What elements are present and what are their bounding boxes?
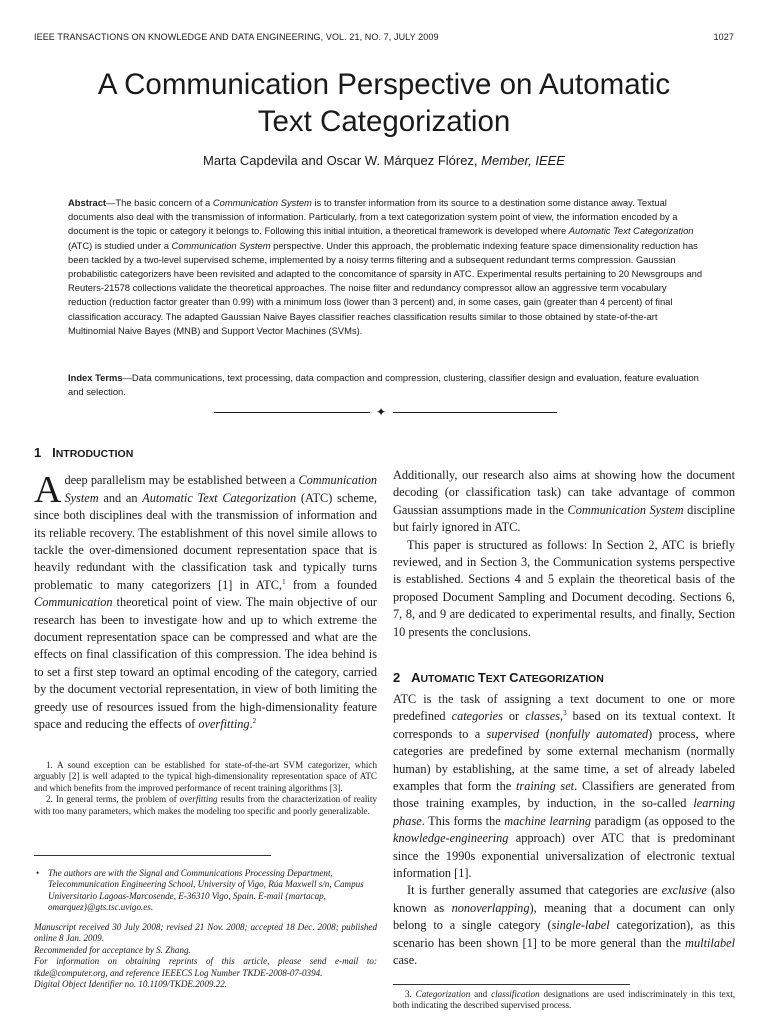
footnote-italic: Categorization [415, 989, 471, 999]
author-membership: Member, IEEE [481, 153, 565, 168]
section-number: 2 [393, 670, 401, 685]
index-terms-text: —Data communications, text processing, data compaction and compression, clustering, classifier design and evaluation, feature evaluation and selection. [68, 372, 699, 398]
footnote-3-text [393, 989, 735, 1012]
section-rest: EXT [485, 673, 510, 685]
body-text: , [560, 709, 564, 724]
divider-right [393, 412, 557, 413]
section-rest: NTRODUCTION [55, 448, 134, 460]
body-text: discipline but fairly ignored in ATC. [393, 502, 735, 535]
body-text: deep parallelism may be established between a [64, 473, 299, 488]
footnote-italic: overfitting [179, 794, 218, 805]
right-column [393, 467, 735, 641]
section-cap: T [477, 670, 486, 685]
body-italic: nonfully automated [549, 726, 649, 741]
body-text: ( [539, 726, 550, 741]
abstract-italic: Communication System [212, 197, 312, 208]
body-italic: nonoverlapping [451, 900, 530, 915]
drop-cap: A [34, 469, 62, 512]
body-text: . [249, 717, 253, 732]
footnote-text: designations are used indiscriminately in this text, both indicating the described supervised process. [393, 989, 735, 1011]
body-text: and an [98, 490, 143, 505]
abstract [68, 196, 706, 338]
abstract-italic: Automatic Text Categorization [568, 225, 694, 237]
paper-title [30, 66, 738, 140]
manuscript-recommended: Recommended for acceptance by S. Zhang. [34, 944, 191, 955]
abstract-text: (ATC) is studied under a [68, 239, 172, 251]
abstract-label: Abstract [68, 197, 107, 208]
body-text: from a founded [285, 577, 377, 592]
footnote-text: and [470, 989, 492, 999]
body-italic: multilabel [685, 935, 735, 950]
body-italic: overfitting [198, 717, 250, 732]
divider-diamond-icon: ✦ [376, 405, 387, 419]
atc-paragraph [393, 691, 735, 882]
intro-paragraph [34, 469, 377, 733]
body-italic: training set [516, 779, 575, 794]
body-text: approach) over ATC that is predominant since the 1990s exponential universalization of electronic textual information [1]. [393, 831, 735, 881]
footnote-ref: 1 [282, 577, 286, 586]
body-italic: machine learning [504, 813, 592, 828]
footnote-ref: 2 [252, 717, 257, 725]
footnote-3 [393, 989, 735, 1012]
manuscript-reprints: For information on obtaining reprints of this article, please send e-mail to: tkde@computer.org, and reference IEEECS Log Number TKDE-2008-07-0394. [34, 956, 377, 978]
footnote-1: 1. A sound exception can be established for state-of-the-art SVM categorizer, which arguably [2] is well adapted to the typical high-dimensionality representation space of ATC and which benefits from the improved performance of recent training algorithms [3]. [34, 760, 377, 793]
footnote-text: 2. In general terms, the problem of [46, 794, 180, 805]
abstract-text: —The basic concern of a [106, 197, 213, 208]
journal-header: IEEE TRANSACTIONS ON KNOWLEDGE AND DATA ENGINEERING, VOL. 21, NO. 7, JULY 2009 [34, 32, 439, 42]
body-text: or [502, 709, 526, 724]
abstract-italic: Communication System [171, 239, 271, 251]
page-number: 1027 [713, 32, 734, 42]
footnote-rule [34, 855, 271, 856]
body-text: (ATC) scheme, since both disciplines deal with the transmission of information and its reliable recovery. The establishment of this novel simile allows to tackle the over-dimensioned document representation space that is heavily redundant with the classification task and typically turns problematic to many categorizers [1] in ATC, [34, 490, 377, 592]
left-column [34, 444, 377, 734]
section-rest: ATEGORIZATION [518, 673, 604, 685]
body-text: . This forms the [421, 813, 505, 828]
body-text: categorization), as this scenario has been shown [1] to be more general than the [393, 918, 736, 950]
manuscript-doi: Digital Object Identifier no. 10.1109/TKDE.2009.22. [34, 979, 228, 990]
index-terms-label: Index Terms [68, 372, 123, 383]
body-italic: learning phase [393, 796, 735, 828]
manuscript-info [34, 922, 377, 990]
body-italic: Communication System [64, 473, 377, 505]
body-text: theoretical point of view. The main objective of our research has been to investigate how and up to which extreme the document representation space can be compressed and what are the effects on final classification of this compression. The idea behind is to set a first step toward an optimal encoding of the category, carried by the document vectorial representation, in view of both limiting the greedy use of resources issued from the high-dimensionality feature space and reducing the effects of [34, 595, 377, 732]
divider-left [214, 412, 370, 413]
body-text: . Classifiers are generated from those training examples, by induction, in the so-called [393, 779, 735, 811]
body-text: ATC is the task of assigning a text document to one or more predefined [393, 692, 735, 724]
exclusive-paragraph [393, 882, 735, 969]
affiliation-note [36, 868, 377, 914]
affiliation-text: The authors are with the Signal and Communications Processing Department, Telecommunication Engineering School, University of Vigo, Rúa Maxwell s/n, Campus Universitario Lagoas-Marcosende, E-36310 Vigo, Spain. E-mail {martacap, omarquez}@gts.tsc.uvigo.es. [48, 868, 364, 913]
section-1-heading [34, 444, 377, 463]
body-text: paradigm (as opposed to the [591, 813, 735, 828]
body-text: Additionally, our research also aims at showing how the document decoding (or classification task) can take advantage of common Gaussian assumptions made in the [393, 468, 735, 517]
footnote-text: results from the characterization of reality with too many parameters, which makes the modeling too specific and poorly generalizable. [34, 794, 377, 816]
body-text: based on its textual context. It corresponds to a [393, 709, 735, 741]
body-italic: Communication System [567, 502, 684, 517]
section-2-heading [393, 670, 604, 685]
abstract-text: perspective. Under this approach, the problematic indexing feature space dimensionality reduction has been tackled by a two-level supervised scheme, implemented by a noisy terms filtering and a subsequent redundant terms compression. Gaussian probabilistic categorizers have been revisited and adapted to the concomitance of sparsity in ATC. Experimental results pertaining to 20 Newsgroups and Reuters-21578 collections validate the theoretical approaches. The noise filter and redundancy compressor allow an aggressive term vocabulary reduction (reduction factor greater than 0.99) with a minimum loss (lower than 3 percent) and, in some cases, gain (greater than 4 percent) of final classification accuracy. The adapted Gaussian Naive Bayes classifier reaches classification results similar to those obtained by state-of-the-art Multinomial Naive Bayes (MNB) and Support Vector Machines (SVMs). [68, 239, 703, 336]
body-italic: knowledge-engineering [393, 831, 509, 846]
section-cap: I [52, 445, 56, 460]
footnote-rule-right [393, 984, 630, 985]
title-line-2: Text Categorization [257, 105, 511, 138]
body-italic: supervised [486, 726, 540, 741]
body-italic: Automatic Text Categorization [142, 490, 297, 505]
body-italic: Communication [34, 595, 113, 610]
body-italic: single-label [551, 918, 610, 933]
body-text: ) process, where categories are predefined by some external mechanism (normally human) by establishing, at the same time, a set of already labeled examples that form the [393, 726, 735, 794]
author-names: Marta Capdevila and Oscar W. Márquez Flórez, [203, 153, 482, 168]
section-number: 1 [34, 445, 42, 460]
body-text: case. [393, 953, 418, 968]
body-italic: exclusive [661, 883, 707, 898]
footnotes-left [34, 760, 377, 817]
authors [30, 153, 738, 168]
running-header [34, 32, 734, 46]
title-line-1: A Communication Perspective on Automatic [97, 68, 671, 101]
body-text: (also known as [393, 883, 735, 915]
intro-paragraph-2 [393, 467, 735, 537]
body-text: ), meaning that a document can only belong to a single category ( [393, 900, 735, 933]
body-italic: classes [525, 709, 561, 724]
abstract-text: is to transfer information from its source to a destination some distance away. Textual documents also deal with the transmission of information. Particularly, from a text categorization system point of view, the information encoded by a document is the topic or category it belongs to. Following this initial intuition, a theoretical framework is developed where [68, 197, 678, 237]
section-rest: UTOMATIC [420, 673, 478, 685]
structure-paragraph: This paper is structured as follows: In Section 2, ATC is briefly reviewed, and in Section 3, the Communication systems perspective is established. Sections 4 and 5 explain the theoretical basis of the proposed Document Sampling and Document decoding. Sections 6, 7, 8, and 9 are dedicated to experimental results, and finally, Section 10 presents the conclusions. [393, 537, 735, 639]
section-cap: C [509, 670, 519, 685]
body-text: It is further generally assumed that categories are [407, 883, 662, 898]
section-cap: A [411, 670, 421, 685]
footnote-text: 3. [405, 989, 416, 999]
footnote-italic: classification [491, 989, 540, 999]
bullet-icon: • [36, 868, 40, 878]
section-2-body [393, 691, 735, 970]
footnote-2 [34, 794, 377, 817]
body-italic: categories [451, 709, 503, 724]
index-terms [68, 371, 706, 399]
manuscript-received: Manuscript received 30 July 2008; revised 21 Nov. 2008; accepted 18 Dec. 2008; published online 8 Jan. 2009. [34, 922, 377, 944]
footnote-ref: 3 [563, 709, 567, 718]
